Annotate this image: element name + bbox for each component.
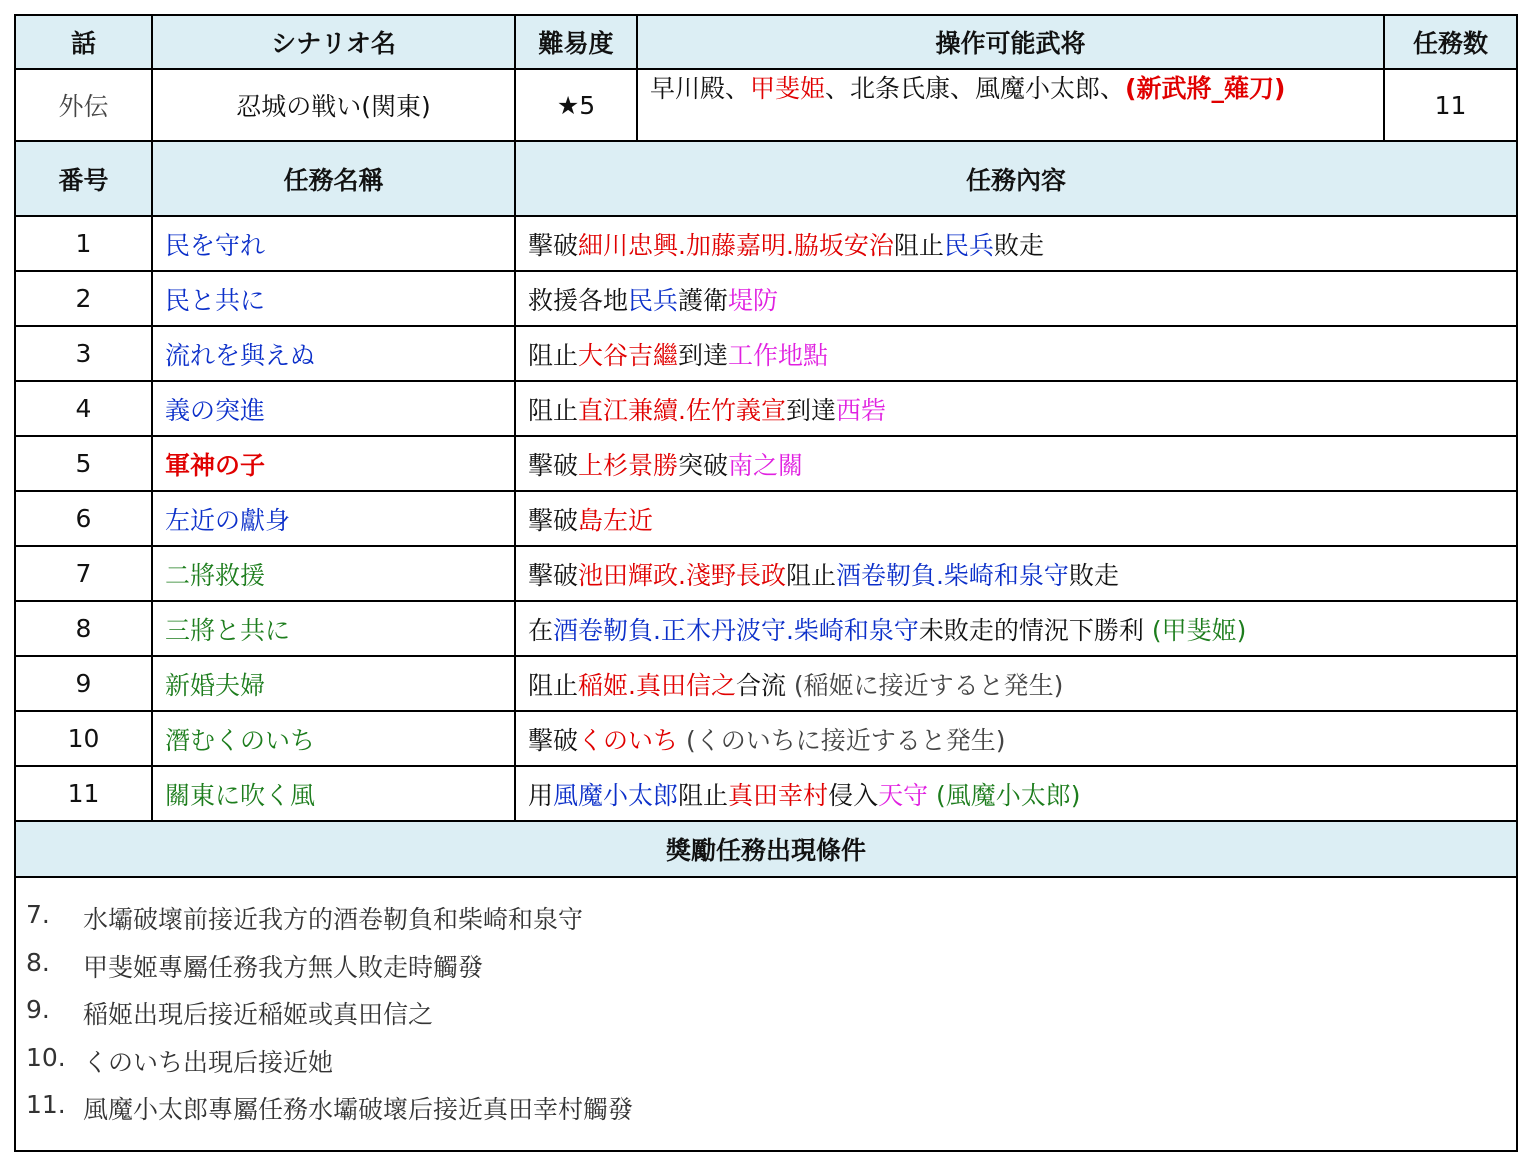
text-segment: 民兵	[628, 285, 679, 315]
mission-content	[515, 271, 1517, 326]
text-segment: 工作地點	[728, 340, 829, 370]
text-segment: 、北条氏康、風魔小太郎、	[825, 74, 1126, 103]
mission-content	[515, 436, 1517, 491]
playable-officers-value	[637, 69, 1384, 141]
mission-header-row	[15, 141, 1517, 216]
bonus-header-row	[15, 821, 1517, 877]
bonus-condition-text: 風魔小太郎專屬任務水壩破壞后接近真田幸村觸發	[83, 1095, 634, 1124]
text-segment: 池田輝政.淺野長政	[578, 560, 786, 590]
text-segment: 天守	[878, 780, 929, 810]
episode-value: 外伝	[15, 69, 152, 141]
mission-row	[15, 491, 1517, 546]
mission-content	[515, 711, 1517, 766]
mission-number: 11	[15, 766, 152, 821]
mission-row	[15, 381, 1517, 436]
mission-content	[515, 546, 1517, 601]
text-segment: 南之關	[728, 450, 804, 480]
mission-row	[15, 656, 1517, 711]
text-segment: 用	[528, 780, 554, 810]
bonus-condition-item	[26, 1090, 1516, 1138]
mission-number: 7	[15, 546, 152, 601]
mission-number: 1	[15, 216, 152, 271]
text-segment: 阻止	[785, 560, 836, 590]
text-segment: (くのいちに接近すると発生)	[678, 725, 1006, 755]
bonus-condition-number: 7.	[26, 900, 50, 929]
mission-content	[515, 766, 1517, 821]
text-segment: 阻止	[528, 670, 579, 700]
text-segment: 細川忠興.加藤嘉明.脇坂安治	[578, 230, 894, 260]
mission-row	[15, 601, 1517, 656]
text-segment: 在	[528, 615, 554, 645]
text-segment: 直江兼續.佐竹義宣	[578, 395, 786, 425]
mission-content	[515, 326, 1517, 381]
header-playable-officers: 操作可能武将	[637, 15, 1384, 69]
mission-count-value: 11	[1384, 69, 1517, 141]
bonus-condition-number: 10.	[26, 1042, 66, 1072]
text-segment: 到達	[785, 395, 836, 425]
mission-content	[515, 381, 1517, 436]
mission-name: 二將救援	[152, 546, 515, 601]
text-segment: 真田幸村	[728, 780, 829, 810]
mission-number: 6	[15, 491, 152, 546]
mission-number: 5	[15, 436, 152, 491]
bonus-conditions-cell	[15, 877, 1517, 1151]
text-segment: 敗走	[993, 230, 1044, 260]
mission-name: 潛むくのいち	[152, 711, 515, 766]
mission-row	[15, 216, 1517, 271]
header-mission-no: 番号	[15, 141, 152, 216]
mission-row	[15, 766, 1517, 821]
header-episode: 話	[15, 15, 152, 69]
mission-row	[15, 546, 1517, 601]
mission-number: 4	[15, 381, 152, 436]
difficulty-value: ★5	[515, 69, 637, 141]
bonus-condition-item	[26, 948, 1516, 996]
mission-row	[15, 326, 1517, 381]
text-segment: 民兵	[943, 230, 994, 260]
text-segment: 風魔小太郎	[553, 780, 679, 810]
mission-name: 民を守れ	[152, 216, 515, 271]
text-segment: 擊破	[528, 560, 579, 590]
text-segment: 稲姬.真田信之	[578, 670, 736, 700]
bonus-condition-text: 稲姬出現后接近稲姬或真田信之	[83, 1000, 434, 1029]
mission-name: 關東に吹く風	[152, 766, 515, 821]
text-segment: (風魔小太郎)	[928, 780, 1081, 810]
bonus-title: 獎勵任務出現條件	[15, 821, 1517, 877]
header-difficulty: 難易度	[515, 15, 637, 69]
mission-name: 新婚夫婦	[152, 656, 515, 711]
text-segment: 阻止	[678, 780, 729, 810]
text-segment: 突破	[678, 450, 729, 480]
mission-name: 流れを與えぬ	[152, 326, 515, 381]
bonus-condition-text: くのいち出現后接近她	[83, 1047, 334, 1077]
mission-number: 10	[15, 711, 152, 766]
text-segment: 甲斐姫	[750, 74, 826, 103]
mission-number: 9	[15, 656, 152, 711]
text-segment: 擊破	[528, 505, 579, 535]
text-segment: 酒卷靭負.柴崎和泉守	[835, 560, 1069, 590]
text-segment: (新武將_薙刀)	[1125, 74, 1286, 103]
text-segment: 擊破	[528, 725, 579, 755]
mission-content	[515, 491, 1517, 546]
mission-content	[515, 216, 1517, 271]
mission-number: 8	[15, 601, 152, 656]
text-segment: くのいち	[578, 725, 679, 755]
bonus-condition-number: 11.	[26, 1090, 66, 1119]
bonus-condition-text: 水壩破壞前接近我方的酒卷靭負和柴崎和泉守	[83, 905, 584, 934]
mission-content	[515, 656, 1517, 711]
text-segment: 擊破	[528, 230, 579, 260]
bonus-condition-text: 甲斐姬專屬任務我方無人敗走時觸發	[83, 952, 484, 982]
text-segment: 阻止	[528, 340, 579, 370]
mission-content	[515, 601, 1517, 656]
mission-name: 左近の獻身	[152, 491, 515, 546]
bonus-condition-item	[26, 900, 1516, 948]
text-segment: 酒卷靭負.正木丹波守.柴崎和泉守	[553, 615, 919, 645]
bonus-condition-number: 9.	[26, 995, 50, 1024]
mission-row	[15, 271, 1517, 326]
text-segment: 到達	[678, 340, 729, 370]
bonus-conditions-row	[15, 877, 1517, 1151]
header-mission-name: 任務名稱	[152, 141, 515, 216]
scenario-name-value: 忍城の戦い(関東)	[152, 69, 515, 141]
text-segment: 大谷吉繼	[578, 340, 679, 370]
text-segment: 未敗走的情況下勝利	[918, 615, 1152, 645]
text-segment: 早川殿、	[650, 74, 751, 103]
text-segment: 阻止	[893, 230, 944, 260]
text-segment: 敗走	[1068, 560, 1119, 590]
mission-name: 軍神の子	[152, 436, 515, 491]
header-scenario-name: シナリオ名	[152, 15, 515, 69]
scenario-table	[14, 14, 1518, 1152]
mission-row	[15, 711, 1517, 766]
text-segment: 救援各地	[528, 285, 629, 315]
text-segment: 侵入	[828, 780, 879, 810]
scenario-info-row	[15, 69, 1517, 141]
mission-name: 三將と共に	[152, 601, 515, 656]
mission-name: 民と共に	[152, 271, 515, 326]
text-segment: 堤防	[728, 285, 779, 315]
bonus-conditions-list	[16, 878, 1516, 1138]
header-mission-count: 任務数	[1384, 15, 1517, 69]
text-segment: (稲姬に接近すると発生)	[793, 670, 1064, 700]
header-mission-content: 任務內容	[515, 141, 1517, 216]
text-segment: 合流	[735, 670, 794, 700]
scenario-header-row	[15, 15, 1517, 69]
text-segment: 護衛	[678, 285, 729, 315]
text-segment: (甲斐姬)	[1151, 615, 1247, 645]
text-segment: 上杉景勝	[578, 450, 679, 480]
text-segment: 島左近	[578, 505, 654, 535]
bonus-condition-item	[26, 995, 1516, 1043]
text-segment: 阻止	[528, 395, 579, 425]
bonus-condition-number: 8.	[26, 947, 50, 977]
text-segment: 擊破	[528, 450, 579, 480]
mission-number: 3	[15, 326, 152, 381]
mission-number: 2	[15, 271, 152, 326]
mission-row	[15, 436, 1517, 491]
mission-name: 義の突進	[152, 381, 515, 436]
text-segment: 西砦	[835, 395, 886, 425]
bonus-condition-item	[26, 1043, 1516, 1091]
